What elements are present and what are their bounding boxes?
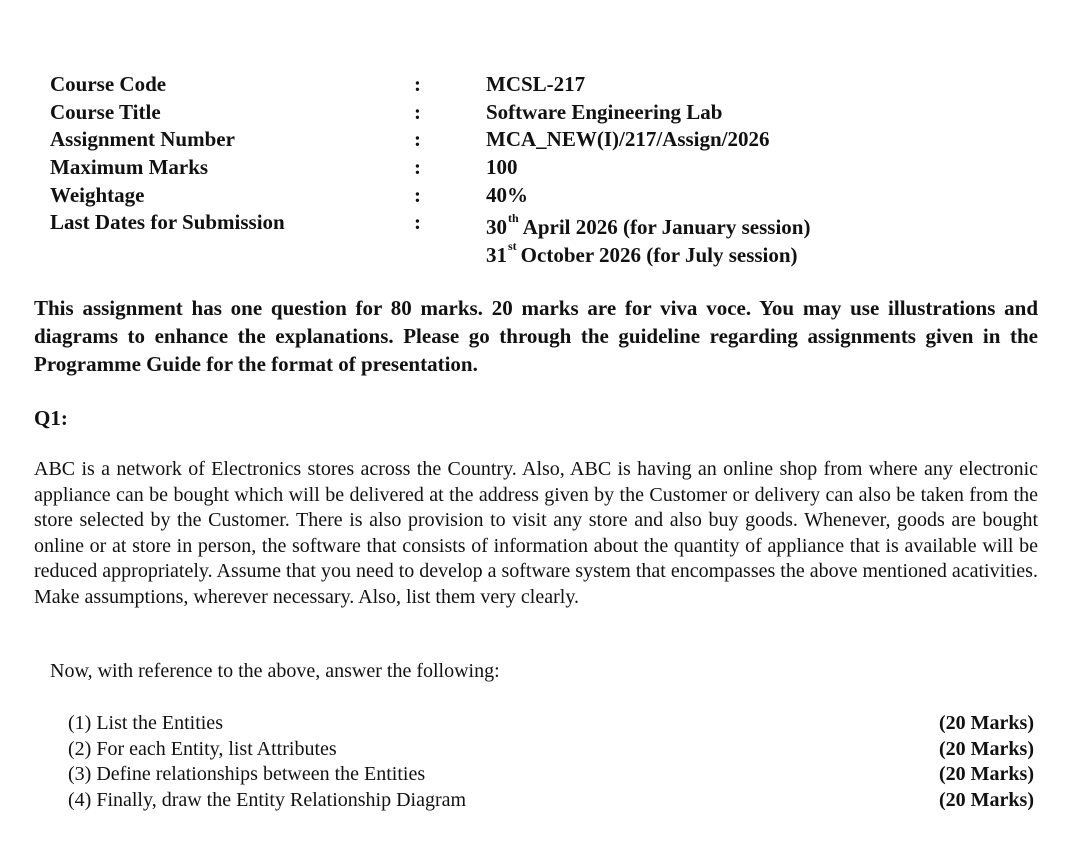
date-ordinal-suffix: st <box>508 239 517 253</box>
tasks-lead-in: Now, with reference to the above, answer the following: <box>50 660 500 682</box>
course-title-value: Software Engineering Lab <box>486 100 723 124</box>
task-item: (2) For each Entity, list Attributes <box>68 738 337 760</box>
assignment-number-label: Assignment Number <box>50 127 235 151</box>
course-code-label: Course Code <box>50 72 167 96</box>
weightage-value: 40% <box>486 183 528 207</box>
date-day: 31 <box>486 243 507 267</box>
task-item: (1) List the Entities <box>68 712 223 734</box>
task-marks: (20 Marks) <box>939 738 1034 760</box>
task-item: (3) Define relationships between the Entities <box>68 763 426 785</box>
date-ordinal-suffix: th <box>508 211 519 225</box>
date-rest: October 2026 (for July session) <box>520 243 798 267</box>
course-title-colon: : <box>414 100 421 124</box>
date-rest: April 2026 (for January session) <box>522 215 811 239</box>
weightage-colon: : <box>414 183 421 207</box>
maximum-marks-value: 100 <box>486 155 518 179</box>
date-day: 30 <box>486 215 507 239</box>
task-item: (4) Finally, draw the Entity Relationship Diagram <box>68 789 467 811</box>
weightage-label: Weightage <box>50 183 145 207</box>
course-code-colon: : <box>414 72 421 96</box>
question-body <box>34 457 1038 610</box>
assignment-number-value: MCA_NEW(I)/217/Assign/2026 <box>486 127 770 151</box>
scenario-paragraph: ABC is a network of Electronics stores across the Country. Also, ABC is having an online shop from where any electronic appliance can be bought which will be delivered at the address given by the Customer or delivery can also be taken from the store selected by the Customer. There is also provision to visit any store and also buy goods. Whenever, goods are bought online or at store in person, the software that consists of information about the quantity of appliance that is available will be reduced appropriately. Assume that you need to develop a software system that encompasses the above mentioned acativities. <box>34 458 1038 582</box>
question-heading: Q1: <box>34 406 68 430</box>
assumptions-line: Make assumptions, wherever necessary. Also, list them very clearly. <box>34 585 580 608</box>
task-marks: (20 Marks) <box>939 763 1034 785</box>
submission-date-july <box>486 237 798 269</box>
maximum-marks-label: Maximum Marks <box>50 155 209 179</box>
maximum-marks-colon: : <box>414 155 421 179</box>
submission-dates-colon: : <box>414 210 421 234</box>
assignment-intro: This assignment has one question for 80 marks. 20 marks are for viva voce. You may use illustrations and diagrams to enhance the explanations. Please go through the guideline regarding assignments given in the Programme Guide for the format of presentation. <box>34 296 1038 376</box>
assignment-number-colon: : <box>414 127 421 151</box>
task-marks: (20 Marks) <box>939 712 1034 734</box>
course-code-value: MCSL-217 <box>486 72 586 96</box>
submission-dates-label: Last Dates for Submission <box>50 210 285 234</box>
course-title-label: Course Title <box>50 100 161 124</box>
task-marks: (20 Marks) <box>939 789 1034 811</box>
